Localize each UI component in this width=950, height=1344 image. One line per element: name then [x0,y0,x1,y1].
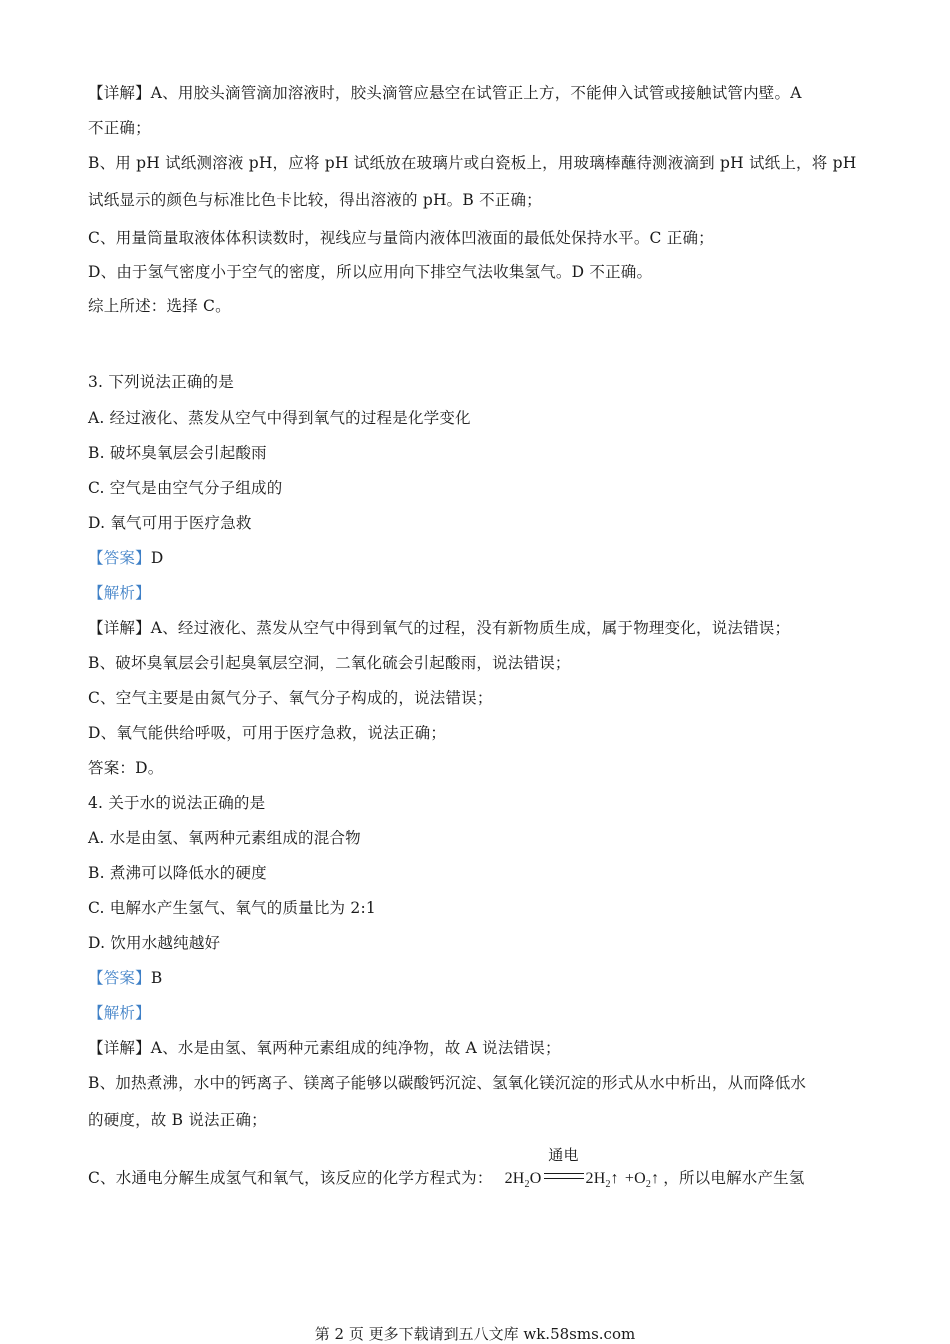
page-footer: 第 2 页 更多下载请到五八文库 wk.58sms.com [314,1325,636,1343]
section-tag: 【答案】 [88,969,151,987]
text-line [88,688,493,708]
line-text: 试纸显示的颜色与标准比色卡比较，得出溶液的 pH。B 不正确； [88,191,542,209]
text-line [88,758,163,778]
text-line [88,190,542,210]
text-line [88,443,267,463]
text-line [88,478,282,498]
text-line [88,408,471,428]
product1-coef: 2H [585,1170,606,1187]
line-text: D [150,549,164,567]
section-tag: 【答案】 [88,549,151,567]
line-text: 【详解】A、水是由氢、氧两种元素组成的纯净物，故 A 说法错误； [88,1039,561,1057]
text-line [88,583,151,603]
text-line [88,513,252,533]
line-text: 综上所述：选择 C。 [88,297,231,315]
line-text: D. 氧气可用于医疗急救 [88,514,252,532]
line-text: 不正确； [88,119,151,137]
text-line [88,262,652,282]
reactant-coef: 2H [504,1170,525,1187]
text-line [88,968,162,988]
section-tag: 【解析】 [88,1004,151,1022]
line-text: C. 电解水产生氢气、氧气的质量比为 2:1 [88,899,376,917]
line-text: 3. 下列说法正确的是 [88,373,234,391]
text-line [88,863,267,883]
equation-trailing-text: ，所以电解水产生氢 [663,1169,805,1187]
line-text: D. 饮用水越纯越好 [88,934,221,952]
line-text: 【详解】A、用胶头滴管滴加溶液时，胶头滴管应悬空在试管正上方，不能伸入试管或接触试管内壁。A [88,84,802,102]
text-line [88,618,790,638]
text-line [88,118,151,138]
line-text: D、氧气能供给呼吸，可用于医疗急救，说法正确； [88,724,447,742]
line-text: B. 煮沸可以降低水的硬度 [88,864,267,882]
text-line [88,653,571,673]
text-line [88,83,802,103]
line-text: B. 破坏臭氧层会引起酸雨 [88,444,267,462]
gas-arrow-icon: ↑ [610,1170,619,1187]
line-text: 4. 关于水的说法正确的是 [88,794,266,812]
text-line [88,1038,561,1058]
text-line [88,296,231,316]
text-line [88,828,361,848]
text-line [88,1110,267,1130]
double-line-sign [544,1173,584,1179]
text-line [88,153,856,173]
line-text: D、由于氢气密度小于空气的密度，所以应用向下排空气法收集氢气。D 不正确。 [88,263,653,281]
line-text: C、空气主要是由氮气分子、氧气分子构成的，说法错误； [88,689,493,707]
text-line [88,793,265,813]
line-text: 【详解】A、经过液化、蒸发从空气中得到氧气的过程，没有新物质生成，属于物理变化，说法错误； [88,619,791,637]
line-text: A. 经过液化、蒸发从空气中得到氧气的过程是化学变化 [88,409,471,427]
product2-subscript: 2 [645,1179,652,1190]
line-text: B [150,969,163,987]
gas-arrow-icon: ↑ [651,1170,660,1187]
line-text: B、加热煮沸，水中的钙离子、镁离子能够以碳酸钙沉淀、氢氧化镁沉淀的形式从水中析出，从而降低水 [88,1074,807,1092]
text-line [88,548,163,568]
line-text: B、用 pH 试纸测溶液 pH，应将 pH 试纸放在玻璃片或白瓷板上，用玻璃棒蘸待测液滴到 pH 试纸上，将 pH [88,154,857,172]
line-text: C. 空气是由空气分子组成的 [88,479,283,497]
text-line [88,1003,151,1023]
text-line [88,372,234,392]
text-line [88,228,714,248]
equation-paragraph [88,1146,805,1195]
reactant-rest: O [529,1170,542,1187]
text-line [88,933,220,953]
line-text: 的硬度，故 B 说法正确； [88,1111,267,1129]
chemical-equation [504,1146,660,1195]
reactant-subscript: 2 [524,1179,530,1190]
line-text: A. 水是由氢、氧两种元素组成的混合物 [88,829,361,847]
line-text: C、用量筒量取液体体积读数时，视线应与量筒内液体凹液面的最低处保持水平。C 正确； [88,229,714,247]
line-text: B、破坏臭氧层会引起臭氧层空洞，二氧化硫会引起酸雨，说法错误； [88,654,571,672]
text-line [88,723,446,743]
text-line [88,898,376,918]
line-text: 答案：D。 [88,759,164,777]
reaction-condition [544,1146,584,1189]
product2-formula: +O [624,1170,646,1187]
text-line [88,1073,806,1093]
product1-subscript: 2 [605,1179,611,1190]
reaction-condition-label: 通电 [548,1146,579,1164]
section-tag: 【解析】 [88,584,151,602]
equation-lead-text: C、水通电分解生成氢气和氧气，该反应的化学方程式为： [88,1169,493,1187]
